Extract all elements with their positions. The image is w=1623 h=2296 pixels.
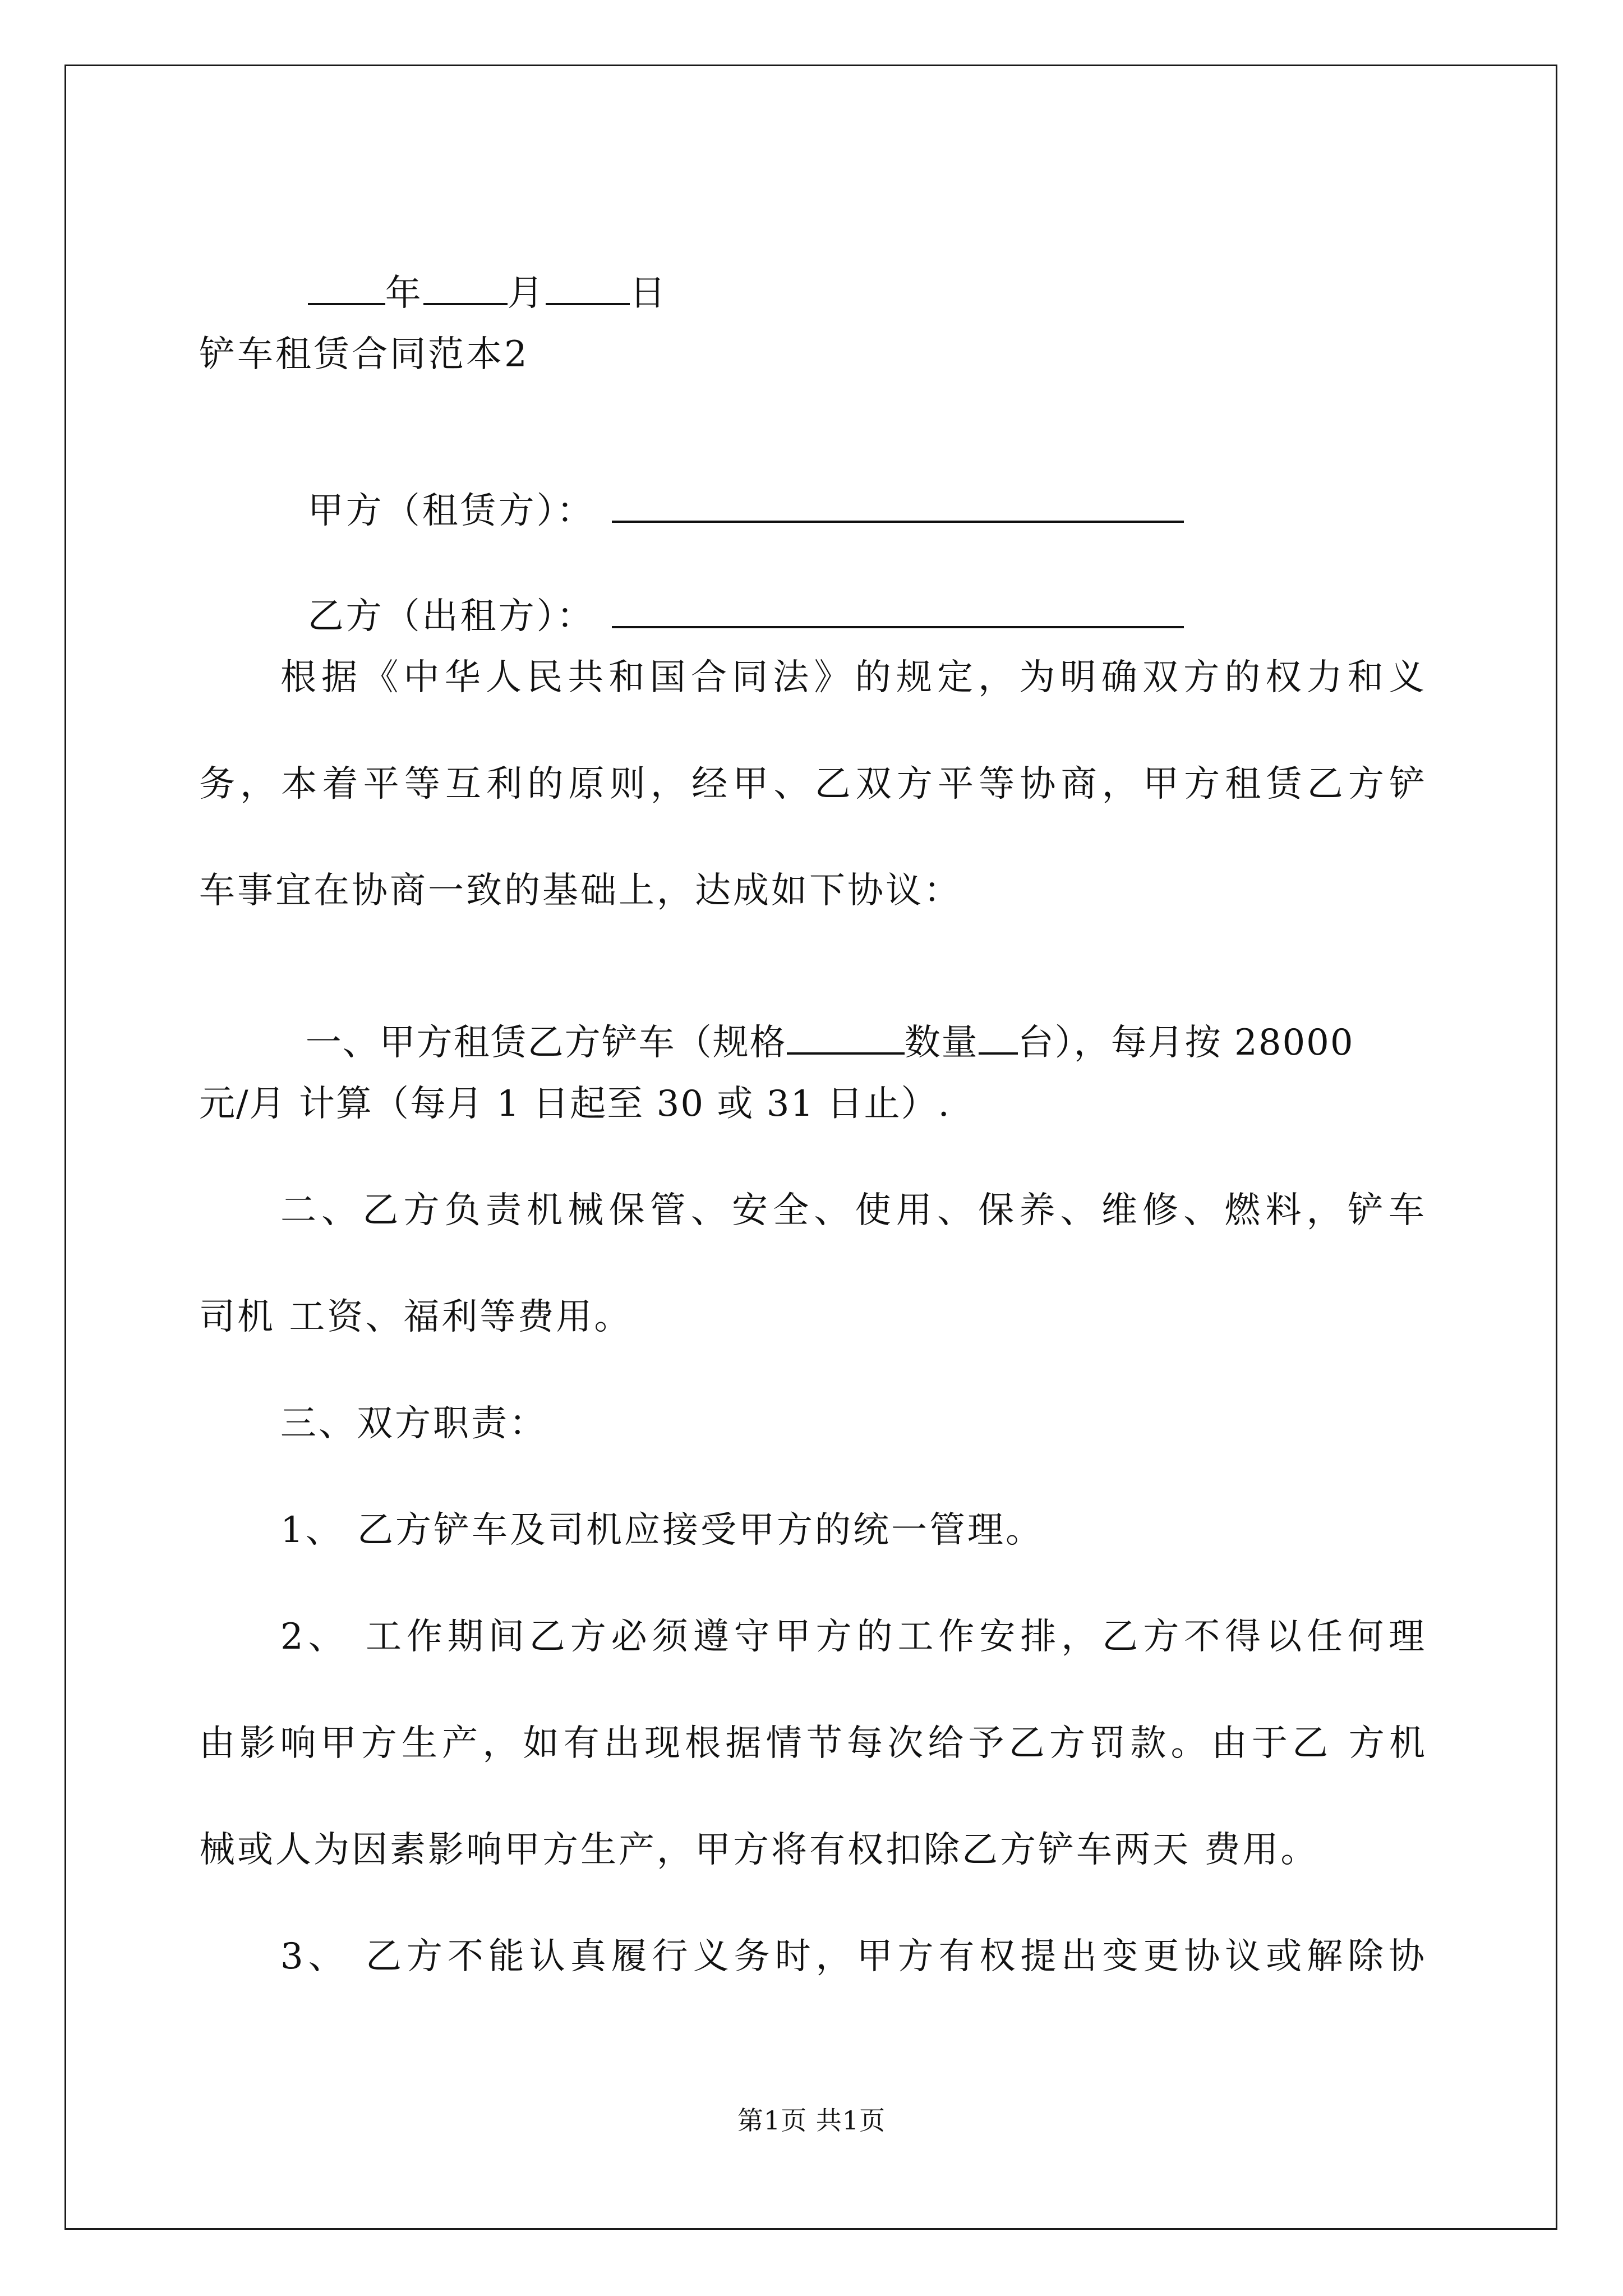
year-label: 年 [385,273,423,314]
item3-line-1: 3、 乙方不能认真履行义务时，甲方有权提出变更协议或解除协 [280,1936,1424,1977]
spec-blank [787,1020,905,1055]
page-footer: 第1页 共1页 [737,2105,886,2136]
clause1-line-2: 元/月 计算（每月 1 日起至 30 或 31 日止）. [199,1083,951,1125]
party-b-blank [612,593,1184,628]
party-a-label: 甲方（租赁方）： [307,490,595,532]
intro-line-3: 车事宜在协商一致的基础上，达成如下协议： [199,870,962,912]
clause3-heading: 三、双方职责： [280,1403,547,1444]
month-blank [423,270,508,305]
quantity-blank [979,1020,1018,1055]
clause2-line-2: 司机 工资、福利等费用。 [199,1296,633,1338]
date-line [280,226,668,316]
clause1-part1: 一、甲方租赁乙方铲车（规格 [305,1022,787,1064]
intro-line-1: 根据《中华人民共和国合同法》的规定，为明确双方的权力和义 [280,657,1424,698]
clause2-line-1: 二、乙方负责机械保管、安全、使用、保养、维修、燃料，铲车 [280,1190,1424,1231]
item2-line-3: 械或人为因素影响甲方生产，甲方将有权扣除乙方铲车两天 费用。 [199,1829,1319,1871]
clause1-part3: 台），每月按 28000 [1017,1022,1354,1064]
month-label: 月 [507,273,546,314]
page-frame [64,65,1557,2230]
day-blank [546,270,630,305]
document-title: 铲车租赁合同范本2 [199,334,529,375]
party-a-line [280,443,1184,533]
year-blank [308,270,385,305]
clause1-part2: 数量 [904,1022,979,1064]
item2-line-1: 2、 工作期间乙方必须遵守甲方的工作安排，乙方不得以任何理 [280,1616,1424,1658]
party-a-blank [612,488,1184,523]
item2-line-2: 由影响甲方生产，如有出现根据情节每次给予乙方罚款。由于乙 方机 [199,1723,1425,1764]
intro-line-2: 务，本着平等互利的原则，经甲、乙双方平等协商，甲方租赁乙方铲 [199,763,1425,805]
clause1-line-1 [280,975,1354,1065]
party-b-line [280,549,1184,639]
item1: 1、 乙方铲车及司机应接受甲方的统一管理。 [280,1510,1044,1551]
party-b-label: 乙方（出租方）： [307,596,595,637]
day-label: 日 [629,273,668,314]
